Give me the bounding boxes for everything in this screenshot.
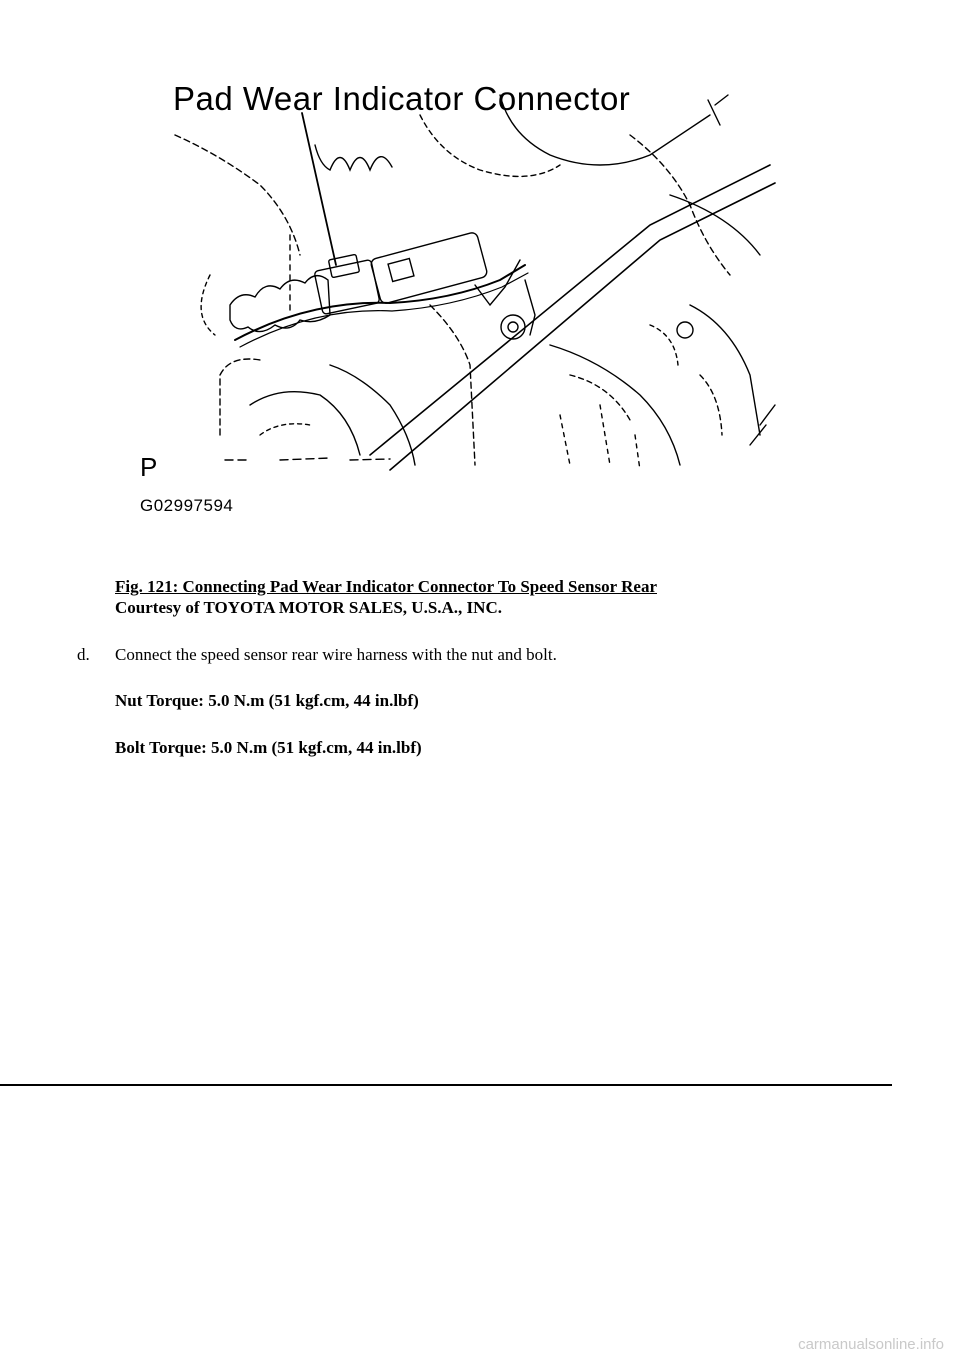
figure-credit: Courtesy of TOYOTA MOTOR SALES, U.S.A., INC. (115, 598, 502, 617)
figure-title-label: Pad Wear Indicator Connector (173, 80, 631, 117)
nut-torque-spec: Nut Torque: 5.0 N.m (51 kgf.cm, 44 in.lbf) (115, 691, 419, 710)
pad-wear-connector-drawing (130, 75, 780, 525)
figure-code-label: G02997594 (140, 496, 234, 515)
figure-illustration (130, 75, 780, 525)
step-text: Connect the speed sensor rear wire harness with the nut and bolt. (115, 645, 557, 664)
page-divider (0, 1084, 892, 1086)
bolt-torque-spec: Bolt Torque: 5.0 N.m (51 kgf.cm, 44 in.lbf) (115, 738, 422, 757)
procedure-step (77, 645, 557, 665)
figure-caption (115, 576, 657, 618)
figure-reference: Fig. 121: Connecting Pad Wear Indicator Connector To Speed Sensor Rear (115, 577, 657, 596)
step-marker: d. (77, 645, 90, 664)
site-watermark: carmanualsonline.info (798, 1336, 944, 1353)
figure-corner-label: P (140, 452, 158, 482)
